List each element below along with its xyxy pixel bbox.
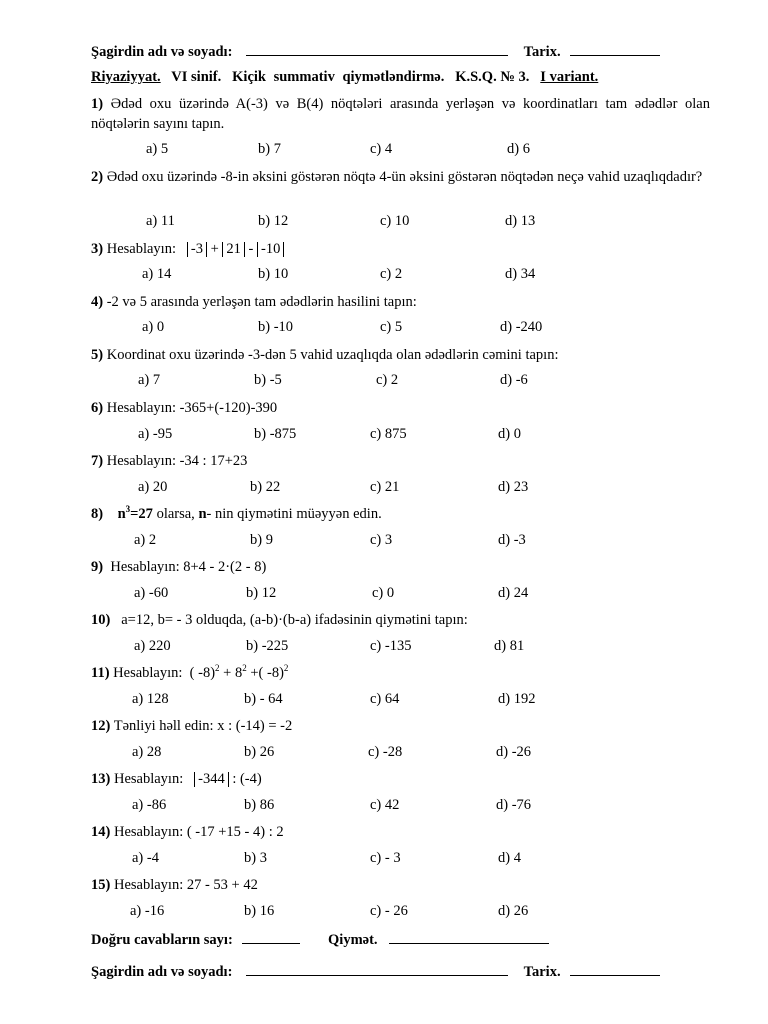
option-b[interactable]: b) -225 xyxy=(246,638,289,654)
question-number: 1) xyxy=(91,96,104,112)
options-8 xyxy=(0,530,768,550)
option-b[interactable]: b) 3 xyxy=(244,850,267,866)
operator: - xyxy=(248,241,254,257)
options-13 xyxy=(0,795,768,815)
question-10 xyxy=(91,610,710,630)
question-number: 6) xyxy=(91,400,104,416)
name-field[interactable] xyxy=(246,962,508,976)
question-text: Hesablayın: ( -17 +15 - 4) : 2 xyxy=(113,824,284,840)
date-field[interactable] xyxy=(570,962,660,976)
question-number: 2) xyxy=(91,169,104,185)
variable: n xyxy=(198,506,207,522)
score-line xyxy=(91,930,710,949)
q8-equation xyxy=(118,506,153,522)
option-c[interactable]: c) 2 xyxy=(380,266,403,282)
term: + 8 xyxy=(219,665,243,681)
option-c[interactable]: c) -28 xyxy=(368,744,403,760)
option-d[interactable]: d) 4 xyxy=(498,850,521,866)
assessment-code: K.S.Q. № 3. xyxy=(455,69,530,85)
subject: Riyaziyyat. xyxy=(91,69,161,85)
question-14 xyxy=(91,822,710,842)
question-9 xyxy=(91,557,710,577)
options-9 xyxy=(0,583,768,603)
header-line xyxy=(91,42,710,61)
option-c[interactable]: c) 3 xyxy=(370,532,393,548)
options-11 xyxy=(0,689,768,709)
question-1 xyxy=(91,94,710,134)
option-d[interactable]: d) -76 xyxy=(496,797,532,813)
question-number: 13) xyxy=(91,771,111,787)
question-text: Tənliyi həll edin: x : (-14) = -2 xyxy=(113,718,293,734)
question-13 xyxy=(91,769,710,789)
option-d[interactable]: d) 0 xyxy=(498,426,521,442)
question-number: 4) xyxy=(91,294,104,310)
options-14 xyxy=(0,848,768,868)
option-b[interactable]: b) -10 xyxy=(258,319,294,335)
question-text: Hesablayın: 27 - 53 + 42 xyxy=(113,877,258,893)
option-c[interactable]: c) 0 xyxy=(372,585,395,601)
option-c[interactable]: c) 5 xyxy=(380,319,403,335)
name-field[interactable] xyxy=(246,42,508,56)
question-number: 5) xyxy=(91,347,104,363)
question-number: 15) xyxy=(91,877,111,893)
options-1 xyxy=(0,139,768,159)
option-a[interactable]: a) 28 xyxy=(132,744,162,760)
option-a[interactable]: a) 2 xyxy=(134,532,157,548)
correct-count-label: Doğru cavabların sayı: xyxy=(91,932,233,948)
option-b[interactable]: b) 26 xyxy=(244,744,275,760)
abs-value: -10 xyxy=(257,242,284,257)
option-d[interactable]: d) 34 xyxy=(505,266,536,282)
question-2 xyxy=(91,167,710,187)
question-text: Koordinat oxu üzərində -3-dən 5 vahid uzaqlıqda olan ədədlərin cəmini tapın: xyxy=(106,347,559,363)
worksheet-title xyxy=(91,68,710,86)
grade: VI sinif. xyxy=(171,69,222,85)
option-d[interactable]: d) -26 xyxy=(496,744,532,760)
option-a[interactable]: a) 11 xyxy=(146,213,175,229)
options-12 xyxy=(0,742,768,762)
question-number: 8) xyxy=(91,506,104,522)
option-a[interactable]: a) 0 xyxy=(142,319,165,335)
option-b[interactable]: b) - 64 xyxy=(244,691,283,707)
q11-expression xyxy=(190,665,289,681)
option-a[interactable]: a) -16 xyxy=(130,903,165,919)
question-number: 3) xyxy=(91,241,104,257)
variant: I variant. xyxy=(540,69,599,85)
term: +( -8) xyxy=(246,665,284,681)
question-5 xyxy=(91,345,710,365)
question-number: 12) xyxy=(91,718,111,734)
exponent: 2 xyxy=(283,663,289,673)
exponent: 2 xyxy=(215,663,220,673)
date-label: Tarix. xyxy=(523,44,561,60)
correct-count-field[interactable] xyxy=(242,930,300,944)
option-b[interactable]: b) 22 xyxy=(250,479,281,495)
option-a[interactable]: a) 14 xyxy=(142,266,172,282)
options-2 xyxy=(0,211,768,231)
question-text: a=12, b= - 3 olduqda, (a-b)·(b-a) ifadəsinin qiymətini tapın: xyxy=(121,612,468,628)
question-text: olarsa, xyxy=(156,506,195,522)
question-12 xyxy=(91,716,710,736)
option-a[interactable]: a) 7 xyxy=(138,372,161,388)
variable: n xyxy=(117,506,126,522)
question-text: -2 və 5 arasında yerləşən tam ədədlərin hasilini tapın: xyxy=(106,294,417,310)
option-c[interactable]: c) 4 xyxy=(370,141,393,157)
term: ( -8) xyxy=(189,665,216,681)
option-b[interactable]: b) 10 xyxy=(258,266,289,282)
q3-expression xyxy=(187,241,284,257)
option-d[interactable]: d) 24 xyxy=(498,585,529,601)
options-3 xyxy=(0,264,768,284)
question-text: Hesablayın: 8+4 - 2·(2 - 8) xyxy=(110,559,267,575)
option-c[interactable]: c) -135 xyxy=(370,638,412,654)
question-text: Hesablayın: xyxy=(113,665,183,681)
option-b[interactable]: b) 7 xyxy=(258,141,281,157)
option-d[interactable]: d) 192 xyxy=(498,691,536,707)
option-a[interactable]: a) -4 xyxy=(132,850,159,866)
operator: : (-4) xyxy=(232,771,262,787)
options-7 xyxy=(0,477,768,497)
question-8 xyxy=(91,504,710,524)
option-c[interactable]: c) 64 xyxy=(370,691,400,707)
option-d[interactable]: d) 13 xyxy=(505,213,536,229)
exponent: 2 xyxy=(242,663,247,673)
question-15 xyxy=(91,875,710,895)
option-c[interactable]: c) - 3 xyxy=(370,850,401,866)
option-c[interactable]: c) 21 xyxy=(370,479,400,495)
equation-rhs: =27 xyxy=(130,506,153,522)
abs-value: 21 xyxy=(222,242,245,257)
option-c[interactable]: c) 2 xyxy=(376,372,399,388)
option-b[interactable]: b) 86 xyxy=(244,797,275,813)
option-a[interactable]: a) 20 xyxy=(138,479,168,495)
assessment-type: Kiçik summativ qiymətləndirmə. xyxy=(232,69,445,85)
option-d[interactable]: d) 26 xyxy=(498,903,529,919)
question-text: Hesablayın: -34 : 17+23 xyxy=(106,453,248,469)
option-a[interactable]: a) -60 xyxy=(134,585,169,601)
option-b[interactable]: b) 16 xyxy=(244,903,275,919)
question-number: 9) xyxy=(91,559,104,575)
option-b[interactable]: b) -5 xyxy=(254,372,282,388)
question-4 xyxy=(91,292,710,312)
abs-value: -3 xyxy=(187,242,207,257)
question-number: 7) xyxy=(91,453,104,469)
question-6 xyxy=(91,398,710,418)
option-a[interactable]: a) 5 xyxy=(146,141,169,157)
options-15 xyxy=(0,901,768,921)
question-number: 10) xyxy=(91,612,111,628)
exponent: 3 xyxy=(125,504,131,514)
name-label: Şagirdin adı və soyadı: xyxy=(91,964,233,980)
question-7 xyxy=(91,451,710,471)
question-11 xyxy=(91,663,710,683)
question-text: Hesablayın: -365+(-120)-390 xyxy=(106,400,278,416)
date-field[interactable] xyxy=(570,42,660,56)
option-c[interactable]: c) 42 xyxy=(370,797,400,813)
options-4 xyxy=(0,317,768,337)
question-number: 11) xyxy=(91,665,110,681)
footer-name-line xyxy=(91,962,710,981)
operator: + xyxy=(210,241,219,257)
option-d[interactable]: d) -3 xyxy=(498,532,526,548)
option-c[interactable]: c) 10 xyxy=(380,213,410,229)
question-text: Ədəd oxu üzərində -8-in əksini göstərən nöqtə 4-ün əksini göstərən nöqtədən neçə vahid uzaqlıqdadır? xyxy=(106,169,703,185)
question-text: Hesablayın: xyxy=(106,241,176,257)
name-label: Şagirdin adı və soyadı: xyxy=(91,44,233,60)
question-text-rest: - nin qiymətini müəyyən edin. xyxy=(206,506,382,522)
grade-field[interactable] xyxy=(389,930,549,944)
option-d[interactable]: d) 23 xyxy=(498,479,529,495)
option-d[interactable]: d) 81 xyxy=(494,638,525,654)
option-b[interactable]: b) 12 xyxy=(246,585,277,601)
options-5 xyxy=(0,370,768,390)
option-a[interactable]: a) 128 xyxy=(132,691,169,707)
options-6 xyxy=(0,424,768,444)
question-number: 14) xyxy=(91,824,111,840)
option-a[interactable]: a) -86 xyxy=(132,797,167,813)
option-b[interactable]: b) 12 xyxy=(258,213,289,229)
option-d[interactable]: d) 6 xyxy=(507,141,530,157)
option-a[interactable]: a) 220 xyxy=(134,638,171,654)
option-d[interactable]: d) -240 xyxy=(500,319,543,335)
option-c[interactable]: c) 875 xyxy=(370,426,407,442)
option-b[interactable]: b) 9 xyxy=(250,532,273,548)
option-b[interactable]: b) -875 xyxy=(254,426,297,442)
option-c[interactable]: c) - 26 xyxy=(370,903,408,919)
options-10 xyxy=(0,636,768,656)
question-text: Hesablayın: xyxy=(113,771,184,787)
question-3 xyxy=(91,239,710,259)
question-text: Ədəd oxu üzərində A(-3) və B(4) nöqtələri arasında yerləşən və koordinatları tam ədədlər olan nöqtələrin sayını tapın. xyxy=(91,96,710,132)
option-d[interactable]: d) -6 xyxy=(500,372,528,388)
date-label: Tarix. xyxy=(523,964,561,980)
option-a[interactable]: a) -95 xyxy=(138,426,173,442)
grade-label: Qiymət. xyxy=(328,932,378,948)
abs-value: -344 xyxy=(194,772,229,787)
